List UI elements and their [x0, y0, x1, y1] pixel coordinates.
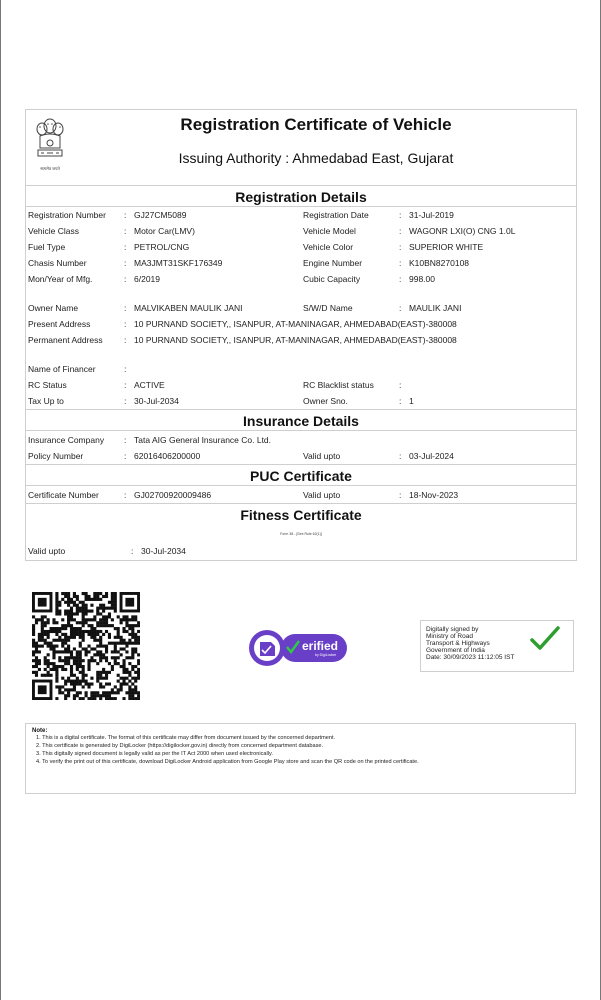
colon: :: [124, 364, 127, 374]
financer-label: Name of Financer: [28, 364, 96, 374]
note-item: 3. This digitally signed document is legally valid as per the IT Act 2000 when used electronically.: [36, 751, 273, 757]
insurance-company-label: Insurance Company: [28, 435, 105, 445]
colon: :: [124, 303, 127, 313]
fitness-valid-value: 30-Jul-2034: [141, 546, 186, 556]
field-value: Motor Car(LMV): [134, 226, 195, 236]
field-value: K10BN8270108: [409, 258, 470, 268]
colon: :: [124, 396, 127, 406]
puc-valid-value: 18-Nov-2023: [409, 490, 459, 500]
field-value: WAGONR LXI(O) CNG 1.0L: [409, 226, 516, 236]
field-label: Registration Number: [28, 210, 106, 220]
colon: :: [124, 451, 127, 461]
note-title: Note:: [32, 728, 48, 734]
rc-status-value: ACTIVE: [134, 380, 165, 390]
owner-sno-label: Owner Sno.: [303, 396, 348, 406]
field-value: PETROL/CNG: [134, 242, 190, 252]
field-value: MA3JMT31SKF176349: [134, 258, 223, 268]
insurance-section-title: Insurance Details: [243, 413, 359, 429]
divider: [26, 464, 576, 465]
note-item: 4. To verify the print out of this certificate, download DigiLocker Android application from Google Play store and scan the QR code on the printed certificate.: [36, 759, 419, 765]
registration-section-title: Registration Details: [235, 189, 367, 205]
policy-number-label: Policy Number: [28, 451, 84, 461]
field-value: 6/2019: [134, 274, 160, 284]
colon: :: [124, 258, 127, 268]
tax-upto-value: 30-Jul-2034: [134, 396, 179, 406]
colon: :: [399, 226, 402, 236]
rc-status-label: RC Status: [28, 380, 67, 390]
colon: :: [124, 335, 127, 345]
field-label: Vehicle Model: [303, 226, 356, 236]
colon: :: [124, 242, 127, 252]
puc-valid-label: Valid upto: [303, 490, 341, 500]
note-item: 1. This is a digital certificate. The format of this certificate may differ from document issued by the concerned department.: [36, 735, 336, 741]
present-address-value: 10 PURNAND SOCIETY,, ISANPUR, AT-MANINAGAR, AHMEDABAD(EAST)-380008: [134, 319, 457, 329]
swd-name-label: S/W/D Name: [303, 303, 353, 313]
insurance-valid-label: Valid upto: [303, 451, 341, 461]
emblem-caption: सत्यमेव जयते: [40, 166, 60, 171]
field-value: SUPERIOR WHITE: [409, 242, 484, 252]
fitness-valid-label: Valid upto: [28, 546, 66, 556]
field-value: 998.00: [409, 274, 435, 284]
colon: :: [131, 546, 134, 556]
swd-name-value: MAULIK JANI: [409, 303, 462, 313]
colon: :: [399, 451, 402, 461]
owner-name-value: MALVIKABEN MAULIK JANI: [134, 303, 243, 313]
field-label: Fuel Type: [28, 242, 66, 252]
field-label: Registration Date: [303, 210, 369, 220]
divider: [26, 430, 576, 431]
issuing-authority: Issuing Authority : Ahmedabad East, Gujarat: [178, 150, 454, 166]
field-label: Mon/Year of Mfg.: [28, 274, 93, 284]
colon: :: [124, 226, 127, 236]
green-checkmark-icon: [529, 625, 561, 653]
colon: :: [399, 258, 402, 268]
colon: :: [124, 274, 127, 284]
field-label: Chasis Number: [28, 258, 87, 268]
owner-sno-value: 1: [409, 396, 414, 406]
verified-badge: [247, 628, 351, 668]
signature-line: Ministry of Road: [426, 633, 473, 640]
divider: [26, 206, 576, 207]
field-label: Cubic Capacity: [303, 274, 361, 284]
field-label: Engine Number: [303, 258, 363, 268]
colon: :: [399, 210, 402, 220]
insurance-valid-value: 03-Jul-2024: [409, 451, 454, 461]
colon: :: [399, 490, 402, 500]
owner-name-label: Owner Name: [28, 303, 79, 313]
certificate-title: Registration Certificate of Vehicle: [180, 115, 452, 134]
certificate-header: [26, 110, 576, 186]
permanent-address-label: Permanent Address: [28, 335, 103, 345]
fitness-section-title: Fitness Certificate: [240, 507, 362, 523]
divider: [26, 485, 576, 486]
signature-line: Government of India: [426, 647, 485, 654]
rc-blacklist-label: RC Blacklist status: [303, 380, 374, 390]
puc-section-title: PUC Certificate: [250, 468, 352, 484]
signature-line: Date: 30/09/2023 11:12:05 IST: [426, 654, 515, 661]
verified-sub: by DigiLocker: [315, 653, 337, 657]
note-item: 2. This certificate is generated by DigiLocker (https://digilocker.gov.in) directly from concerned department database.: [36, 743, 324, 749]
verified-label: erified: [302, 639, 339, 653]
present-address-label: Present Address: [28, 319, 91, 329]
colon: :: [399, 242, 402, 252]
signature-line: Digitally signed by: [426, 626, 479, 633]
colon: :: [124, 380, 127, 390]
field-label: Vehicle Color: [303, 242, 354, 252]
colon: :: [399, 274, 402, 284]
policy-number-value: 62016406200000: [134, 451, 201, 461]
colon: :: [124, 319, 127, 329]
signature-text: [426, 626, 514, 661]
insurance-company-value: Tata AIG General Insurance Co. Ltd.: [134, 435, 272, 445]
tax-upto-label: Tax Up to: [28, 396, 64, 406]
colon: :: [124, 490, 127, 500]
divider: [26, 503, 576, 504]
colon: :: [399, 303, 402, 313]
fitness-form-note: Form 38 - [See Rule 62(1)]: [280, 532, 322, 536]
colon: :: [124, 210, 127, 220]
field-value: GJ27CM5089: [134, 210, 187, 220]
divider: [26, 409, 576, 410]
digital-signature-box: [420, 620, 574, 672]
signature-line: Transport & Highways: [426, 640, 490, 647]
registration-certificate: [25, 109, 577, 561]
puc-cert-label: Certificate Number: [28, 490, 99, 500]
note-box: [25, 723, 576, 794]
field-value: 31-Jul-2019: [409, 210, 454, 220]
permanent-address-value: 10 PURNAND SOCIETY,, ISANPUR, AT-MANINAGAR, AHMEDABAD(EAST)-380008: [134, 335, 457, 345]
field-label: Vehicle Class: [28, 226, 80, 236]
colon: :: [124, 435, 127, 445]
qr-code-icon: [32, 592, 140, 700]
colon: :: [399, 396, 402, 406]
puc-cert-value: GJ02700920009486: [134, 490, 212, 500]
colon: :: [399, 380, 402, 390]
